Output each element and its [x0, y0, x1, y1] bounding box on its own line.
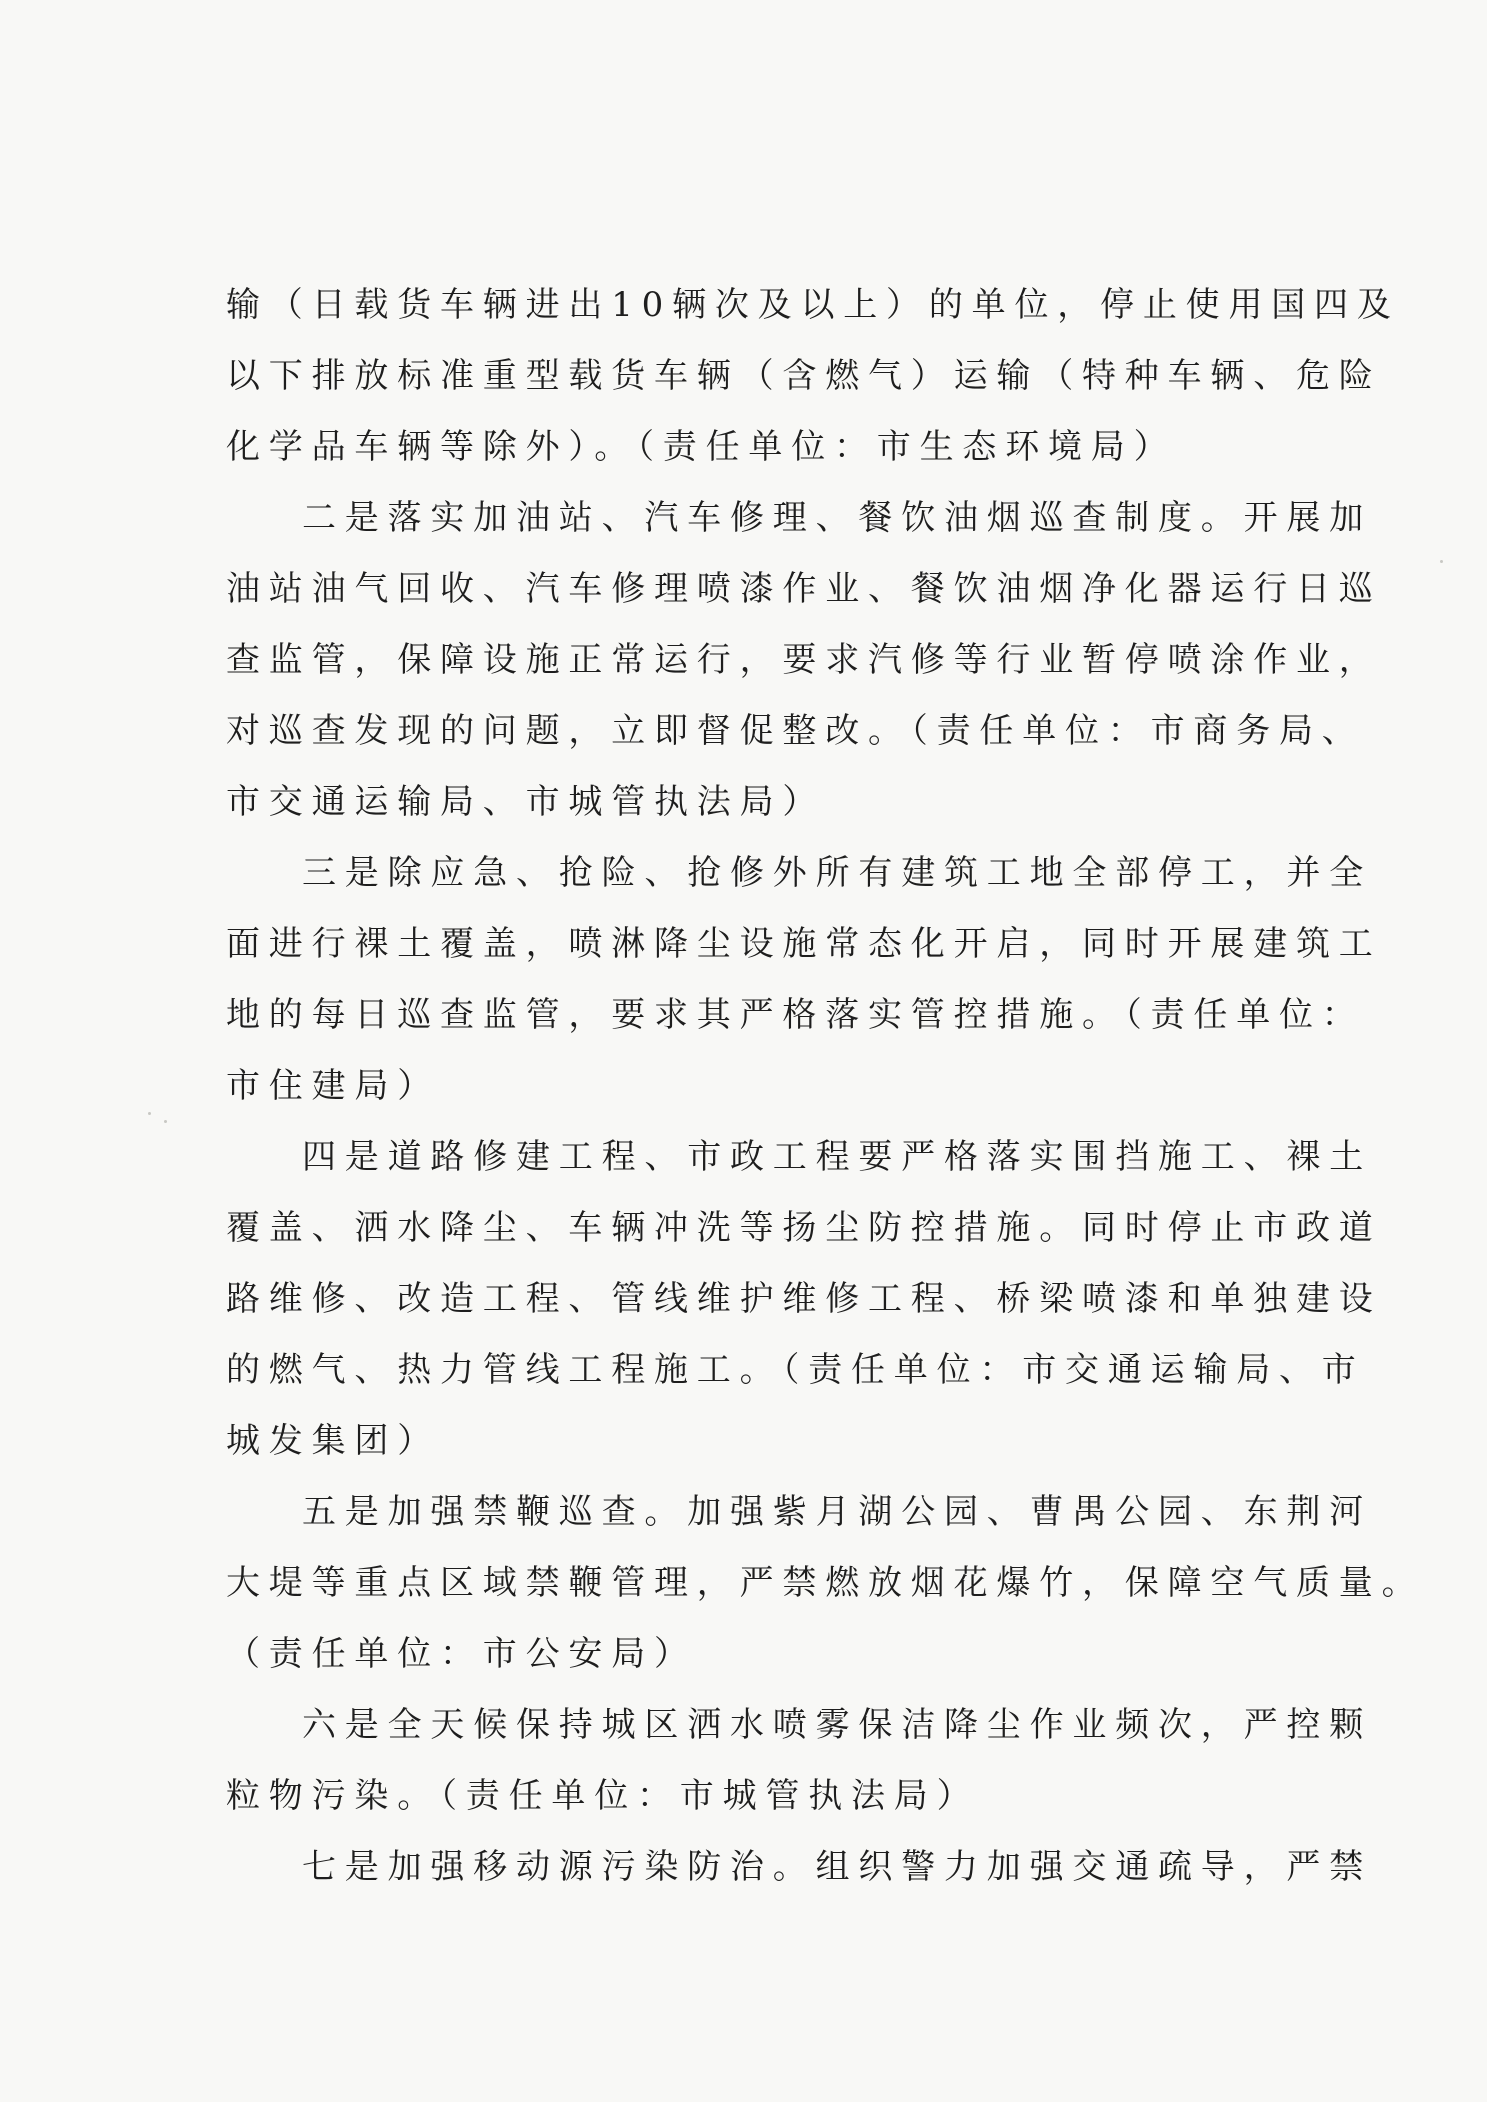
- paragraph-start-line: 六是全天候保持城区洒水喷雾保洁降尘作业频次，严控颗: [302, 1705, 1372, 1745]
- scan-speck: [148, 1112, 151, 1115]
- text-line: （责任单位：市公安局）: [226, 1634, 697, 1674]
- text-line: 市交通运输局、市城管执法局）: [226, 782, 826, 822]
- text-line: 路维修、改造工程、管线维护维修工程、桥梁喷漆和单独建设: [226, 1279, 1382, 1319]
- document-body: [226, 270, 1425, 1903]
- text-line: 查监管，保障设施正常运行，要求汽修等行业暂停喷涂作业，: [226, 640, 1382, 680]
- text-line: 输（日载货车辆进出10辆次及以上）的单位，停止使用国四及: [226, 285, 1400, 325]
- text-line: 面进行裸土覆盖，喷淋降尘设施常态化开启，同时开展建筑工: [226, 924, 1382, 964]
- text-line: 油站油气回收、汽车修理喷漆作业、餐饮油烟净化器运行日巡: [226, 569, 1382, 609]
- text-line: 的燃气、热力管线工程施工。（责任单位：市交通运输局、市: [226, 1350, 1365, 1390]
- text-line: 地的每日巡查监管，要求其严格落实管控措施。（责任单位：: [226, 995, 1365, 1035]
- scan-speck: [164, 1120, 167, 1123]
- text-line: 覆盖、洒水降尘、车辆冲洗等扬尘防控措施。同时停止市政道: [226, 1208, 1382, 1248]
- text-line: 市住建局）: [226, 1066, 440, 1106]
- paragraph-start-line: 三是除应急、抢险、抢修外所有建筑工地全部停工，并全: [302, 853, 1372, 893]
- text-line: 粒物污染。（责任单位：市城管执法局）: [226, 1776, 980, 1816]
- paragraph-start-line: 二是落实加油站、汽车修理、餐饮油烟巡查制度。开展加: [302, 498, 1372, 538]
- paragraph-start-line: 五是加强禁鞭巡查。加强紫月湖公园、曹禺公园、东荆河: [302, 1492, 1372, 1532]
- paragraph-start-line: 四是道路修建工程、市政工程要严格落实围挡施工、裸土: [302, 1137, 1372, 1177]
- text-line: 城发集团）: [226, 1421, 440, 1461]
- text-line: 大堤等重点区域禁鞭管理，严禁燃放烟花爆竹，保障空气质量。: [226, 1563, 1425, 1603]
- scan-speck: [1440, 560, 1443, 563]
- text-line: 对巡查发现的问题，立即督促整改。（责任单位：市商务局、: [226, 711, 1365, 751]
- text-line: 化学品车辆等除外）。（责任单位：市生态环境局）: [226, 427, 1177, 467]
- paragraph-start-line: 七是加强移动源污染防治。组织警力加强交通疏导，严禁: [302, 1847, 1372, 1887]
- text-line: 以下排放标准重型载货车辆（含燃气）运输（特种车辆、危险: [226, 356, 1382, 396]
